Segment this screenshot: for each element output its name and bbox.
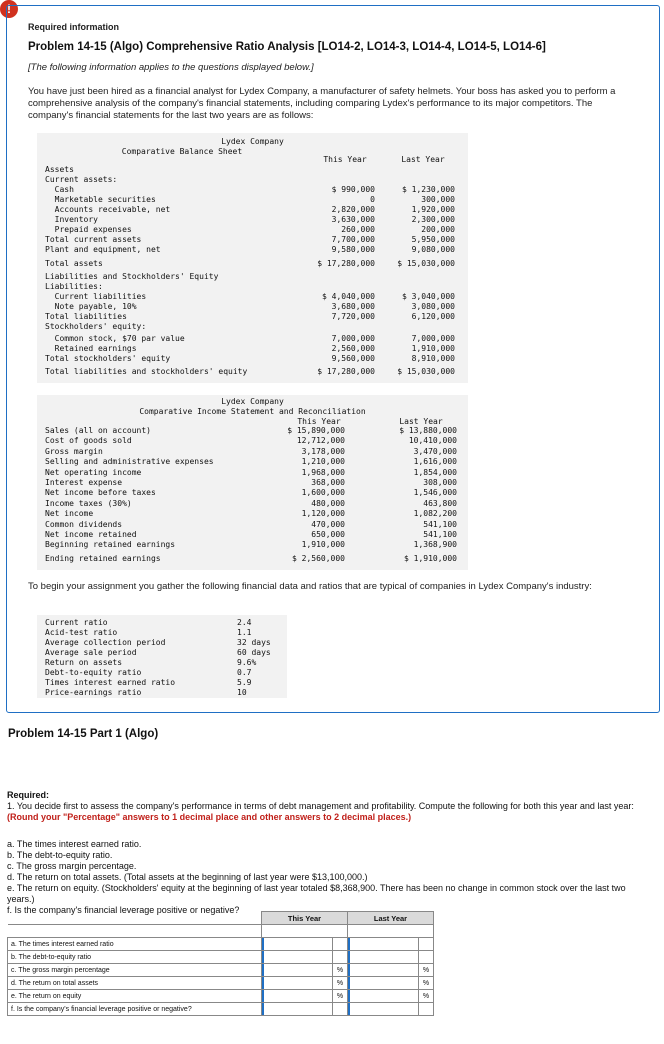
percent-sign bbox=[419, 1003, 434, 1016]
answer-row-label: a. The times interest earned ratio bbox=[8, 938, 262, 951]
is-row-last-year: 10,410,000 bbox=[408, 436, 457, 446]
is-row-this-year: 1,210,000 bbox=[301, 457, 345, 467]
percent-sign: % bbox=[333, 990, 348, 1003]
bs-row-this-year: 2,560,000 bbox=[331, 344, 375, 353]
is-row-last-year: 1,368,900 bbox=[413, 540, 457, 550]
is-row-label: Net income before taxes bbox=[45, 488, 156, 498]
answer-spacer bbox=[348, 925, 434, 938]
bs-row-this-year: $ 990,000 bbox=[331, 185, 375, 194]
income-statement bbox=[37, 395, 468, 570]
percent-sign bbox=[333, 951, 348, 964]
answer-table bbox=[7, 911, 434, 1016]
answer-input-this-year[interactable] bbox=[262, 964, 332, 976]
industry-ratio-value: 10 bbox=[237, 688, 247, 697]
bs-col-last-year: Last Year bbox=[401, 155, 445, 164]
answer-row-label: f. Is the company's financial leverage positive or negative? bbox=[8, 1003, 262, 1016]
is-row-this-year: 470,000 bbox=[311, 519, 345, 529]
is-row-label: Interest expense bbox=[45, 478, 123, 487]
balance-sheet-title: Lydex Company bbox=[221, 137, 284, 146]
answer-input-this-year[interactable] bbox=[262, 938, 332, 950]
requirement-item: b. The debt-to-equity ratio. bbox=[7, 850, 113, 860]
bs-row-this-year: 2,820,000 bbox=[331, 205, 375, 214]
industry-ratio-value: 32 days bbox=[237, 638, 271, 647]
bs-row-last-year: 3,080,000 bbox=[411, 302, 455, 311]
is-row-last-year: $ 1,910,000 bbox=[404, 553, 457, 563]
alert-icon: ! bbox=[0, 0, 18, 18]
is-row-this-year: 368,000 bbox=[311, 478, 345, 487]
bs-row-last-year: 8,910,000 bbox=[411, 354, 455, 363]
is-row-label: Ending retained earnings bbox=[45, 553, 161, 563]
bs-row-label: Note payable, 10% bbox=[45, 302, 137, 311]
bs-row-last-year: $ 15,030,000 bbox=[397, 259, 455, 268]
bs-row-this-year: 7,000,000 bbox=[331, 334, 375, 343]
is-row-this-year: 1,968,000 bbox=[301, 467, 345, 477]
industry-ratio-value: 1.1 bbox=[237, 628, 252, 637]
bs-row-label: Current liabilities bbox=[45, 292, 147, 301]
industry-ratio-label: Acid-test ratio bbox=[45, 628, 118, 637]
requirement-list bbox=[7, 839, 637, 916]
applies-note: [The following information applies to the questions displayed below.] bbox=[28, 62, 314, 73]
bs-row-last-year: $ 1,230,000 bbox=[402, 185, 455, 194]
answer-row-label: d. The return on total assets bbox=[8, 977, 262, 990]
answer-input-this-year[interactable] bbox=[262, 977, 332, 989]
industry-ratio-value: 60 days bbox=[237, 648, 271, 657]
bs-row-this-year: 9,560,000 bbox=[331, 354, 375, 363]
answer-col-last-year: Last Year bbox=[348, 912, 434, 925]
answer-input-last-year[interactable] bbox=[348, 951, 418, 963]
answer-input-last-year[interactable] bbox=[348, 1003, 418, 1015]
industry-ratio-value: 9.6% bbox=[237, 658, 257, 667]
bs-row-label: Marketable securities bbox=[45, 195, 156, 204]
industry-ratio-label: Return on assets bbox=[45, 658, 123, 667]
percent-sign bbox=[333, 938, 348, 951]
answer-cell bbox=[262, 977, 333, 990]
bs-row-this-year: 3,630,000 bbox=[331, 215, 375, 224]
balance-sheet-subtitle: Comparative Balance Sheet bbox=[121, 147, 243, 156]
industry-intro: To begin your assignment you gather the following financial data and ratios that are typical of companies in Lydex Company's industry: bbox=[28, 581, 592, 592]
answer-spacer bbox=[8, 925, 262, 938]
answer-input-this-year[interactable] bbox=[262, 1003, 332, 1015]
answer-row-label: c. The gross margin percentage bbox=[8, 964, 262, 977]
balance-sheet bbox=[37, 133, 468, 383]
bs-row-last-year: 5,950,000 bbox=[411, 235, 455, 244]
requirement-item: e. The return on equity. (Stockholders' equity at the beginning of last year totaled $8,368,900. There has been no change in common stock over the last two years.) bbox=[7, 883, 626, 904]
bs-row-label: Total liabilities bbox=[45, 312, 127, 321]
requirement-item: c. The gross margin percentage. bbox=[7, 861, 137, 871]
bs-row-label: Current assets: bbox=[45, 175, 118, 184]
is-row-last-year: 308,000 bbox=[423, 478, 457, 487]
answer-cell bbox=[348, 990, 419, 1003]
industry-ratio-label: Debt-to-equity ratio bbox=[45, 668, 142, 677]
is-row-this-year: 12,712,000 bbox=[296, 436, 345, 446]
bs-row-last-year: $ 3,040,000 bbox=[402, 292, 455, 301]
is-row-label: Sales (all on account) bbox=[45, 426, 151, 435]
bs-row-label: Stockholders' equity: bbox=[45, 322, 147, 331]
answer-cell bbox=[262, 1003, 333, 1016]
bs-row-label: Assets bbox=[45, 165, 74, 174]
is-row-this-year: 480,000 bbox=[311, 498, 345, 508]
requirement-item: a. The times interest earned ratio. bbox=[7, 839, 142, 849]
bs-row-label: Plant and equipment, net bbox=[45, 245, 161, 254]
bs-row-this-year: 7,700,000 bbox=[331, 235, 375, 244]
bs-row-last-year: 7,000,000 bbox=[411, 334, 455, 343]
requirement-item: d. The return on total assets. (Total assets at the beginning of last year were $13,100,000.) bbox=[7, 872, 368, 882]
is-row-last-year: 1,546,000 bbox=[413, 488, 457, 498]
answer-cell bbox=[348, 964, 419, 977]
answer-cell bbox=[262, 990, 333, 1003]
bs-row-label: Total stockholders' equity bbox=[45, 354, 171, 363]
part-title: Problem 14-15 Part 1 (Algo) bbox=[8, 728, 159, 740]
is-col-this-year: This Year bbox=[297, 417, 341, 426]
answer-cell bbox=[262, 951, 333, 964]
answer-col-this-year: This Year bbox=[262, 912, 348, 925]
bs-row-this-year: $ 17,280,000 bbox=[317, 367, 375, 376]
bs-row-this-year: $ 4,040,000 bbox=[322, 292, 375, 301]
is-row-label: Common dividends bbox=[45, 519, 123, 529]
is-row-this-year: 1,910,000 bbox=[301, 540, 345, 550]
is-row-this-year: 1,600,000 bbox=[301, 488, 345, 498]
is-row-label: Net operating income bbox=[45, 467, 142, 477]
bs-col-this-year: This Year bbox=[323, 155, 367, 164]
is-row-label: Cost of goods sold bbox=[45, 436, 132, 446]
industry-ratio-value: 0.7 bbox=[237, 668, 252, 677]
required-text bbox=[7, 801, 637, 823]
answer-cell bbox=[348, 977, 419, 990]
bs-row-label: Prepaid expenses bbox=[45, 225, 132, 234]
bs-row-label: Accounts receivable, net bbox=[45, 205, 171, 214]
is-row-last-year: 541,100 bbox=[423, 530, 457, 539]
percent-sign bbox=[419, 951, 434, 964]
answer-input-last-year[interactable] bbox=[348, 964, 418, 976]
bs-row-last-year: 1,920,000 bbox=[411, 205, 455, 214]
is-row-last-year: 1,082,200 bbox=[413, 509, 457, 519]
answer-row-label: e. The return on equity bbox=[8, 990, 262, 1003]
answer-input-last-year[interactable] bbox=[348, 938, 418, 950]
bs-row-this-year: 7,720,000 bbox=[331, 312, 375, 321]
income-statement-title: Lydex Company bbox=[221, 397, 284, 406]
answer-cell bbox=[348, 938, 419, 951]
bs-row-last-year: 2,300,000 bbox=[411, 215, 455, 224]
bs-row-this-year: $ 17,280,000 bbox=[317, 259, 375, 268]
requirement-item: f. Is the company's financial leverage positive or negative? bbox=[7, 905, 240, 915]
is-row-label: Net income bbox=[45, 509, 94, 519]
rounding-note: (Round your "Percentage" answers to 1 decimal place and other answers to 2 decimal places.) bbox=[7, 812, 412, 822]
answer-input-last-year[interactable] bbox=[348, 977, 418, 989]
is-row-this-year: 650,000 bbox=[311, 530, 345, 539]
percent-sign bbox=[419, 938, 434, 951]
answer-cell bbox=[262, 964, 333, 977]
industry-ratio-value: 2.4 bbox=[237, 618, 252, 627]
is-row-label: Income taxes (30%) bbox=[45, 498, 132, 508]
income-statement-subtitle: Comparative Income Statement and Reconciliation bbox=[139, 407, 366, 416]
percent-sign: % bbox=[333, 964, 348, 977]
percent-sign: % bbox=[419, 990, 434, 1003]
is-row-this-year: $ 2,560,000 bbox=[292, 553, 345, 563]
is-row-last-year: $ 13,880,000 bbox=[399, 426, 457, 435]
percent-sign bbox=[333, 1003, 348, 1016]
bs-row-last-year: 300,000 bbox=[421, 195, 455, 204]
industry-ratio-label: Price-earnings ratio bbox=[45, 688, 142, 697]
required-label: Required: bbox=[7, 790, 50, 800]
is-row-label: Net income retained bbox=[45, 530, 137, 539]
is-row-label: Beginning retained earnings bbox=[45, 540, 176, 550]
bs-row-label: Liabilities: bbox=[45, 282, 103, 291]
answer-row-label: b. The debt-to-equity ratio bbox=[8, 951, 262, 964]
bs-row-last-year: 1,910,000 bbox=[411, 344, 455, 353]
is-row-label: Gross margin bbox=[45, 446, 103, 456]
bs-row-label: Cash bbox=[45, 185, 74, 194]
bs-row-last-year: 200,000 bbox=[421, 225, 455, 234]
percent-sign: % bbox=[333, 977, 348, 990]
industry-ratios bbox=[37, 615, 287, 698]
bs-row-label: Total assets bbox=[45, 259, 103, 268]
required-information-heading: Required information bbox=[28, 22, 120, 32]
problem-title: Problem 14-15 (Algo) Comprehensive Ratio Analysis [LO14-2, LO14-3, LO14-4, LO14-5, LO14-6] bbox=[28, 41, 546, 53]
is-row-this-year: 3,178,000 bbox=[301, 446, 345, 456]
bs-row-last-year: 9,080,000 bbox=[411, 245, 455, 254]
is-col-last-year: Last Year bbox=[399, 417, 443, 426]
intro-paragraph: You have just been hired as a financial analyst for Lydex Company, a manufacturer of safety helmets. Your boss has asked you to perform a comprehensive analysis of the company's financial statements, including comparing Lydex's performance to its major competitors. The company's financial statements for the last two years are as follows: bbox=[28, 86, 616, 121]
industry-ratio-value: 5.9 bbox=[237, 678, 252, 687]
bs-row-label: Total current assets bbox=[45, 235, 142, 244]
required-instructions: 1. You decide first to assess the company's performance in terms of debt management and profitability. Compute the following for both this year and last year: bbox=[7, 801, 634, 811]
bs-row-label: Inventory bbox=[45, 215, 98, 224]
is-row-last-year: 3,470,000 bbox=[413, 446, 457, 456]
is-row-this-year: 1,120,000 bbox=[301, 509, 345, 519]
industry-ratio-label: Average collection period bbox=[45, 638, 166, 647]
answer-cell bbox=[348, 951, 419, 964]
bs-row-this-year: 9,580,000 bbox=[331, 245, 375, 254]
industry-ratio-label: Average sale period bbox=[45, 648, 137, 657]
is-row-last-year: 1,616,000 bbox=[413, 457, 457, 467]
is-row-last-year: 463,800 bbox=[423, 498, 457, 508]
bs-row-this-year: 260,000 bbox=[341, 225, 375, 234]
bs-row-last-year: 6,120,000 bbox=[411, 312, 455, 321]
answer-spacer bbox=[262, 925, 348, 938]
answer-cell bbox=[262, 938, 333, 951]
is-row-last-year: 1,854,000 bbox=[413, 467, 457, 477]
answer-header-blank bbox=[8, 912, 262, 925]
is-row-label: Selling and administrative expenses bbox=[45, 457, 214, 467]
bs-row-label: Common stock, $70 par value bbox=[45, 334, 185, 343]
industry-ratio-label: Current ratio bbox=[45, 618, 108, 627]
answer-input-this-year[interactable] bbox=[262, 990, 332, 1002]
industry-ratio-label: Times interest earned ratio bbox=[45, 678, 176, 687]
is-row-this-year: $ 15,890,000 bbox=[287, 426, 345, 435]
answer-input-this-year[interactable] bbox=[262, 951, 332, 963]
is-row-last-year: 541,100 bbox=[423, 519, 457, 529]
percent-sign: % bbox=[419, 964, 434, 977]
bs-row-label: Liabilities and Stockholders' Equity bbox=[45, 272, 219, 281]
bs-row-this-year: 3,680,000 bbox=[331, 302, 375, 311]
bs-row-label: Total liabilities and stockholders' equity bbox=[45, 367, 248, 376]
bs-row-label: Retained earnings bbox=[45, 344, 137, 353]
answer-input-last-year[interactable] bbox=[348, 990, 418, 1002]
answer-cell bbox=[348, 1003, 419, 1016]
bs-row-this-year: 0 bbox=[370, 195, 375, 204]
percent-sign: % bbox=[419, 977, 434, 990]
bs-row-last-year: $ 15,030,000 bbox=[397, 367, 455, 376]
